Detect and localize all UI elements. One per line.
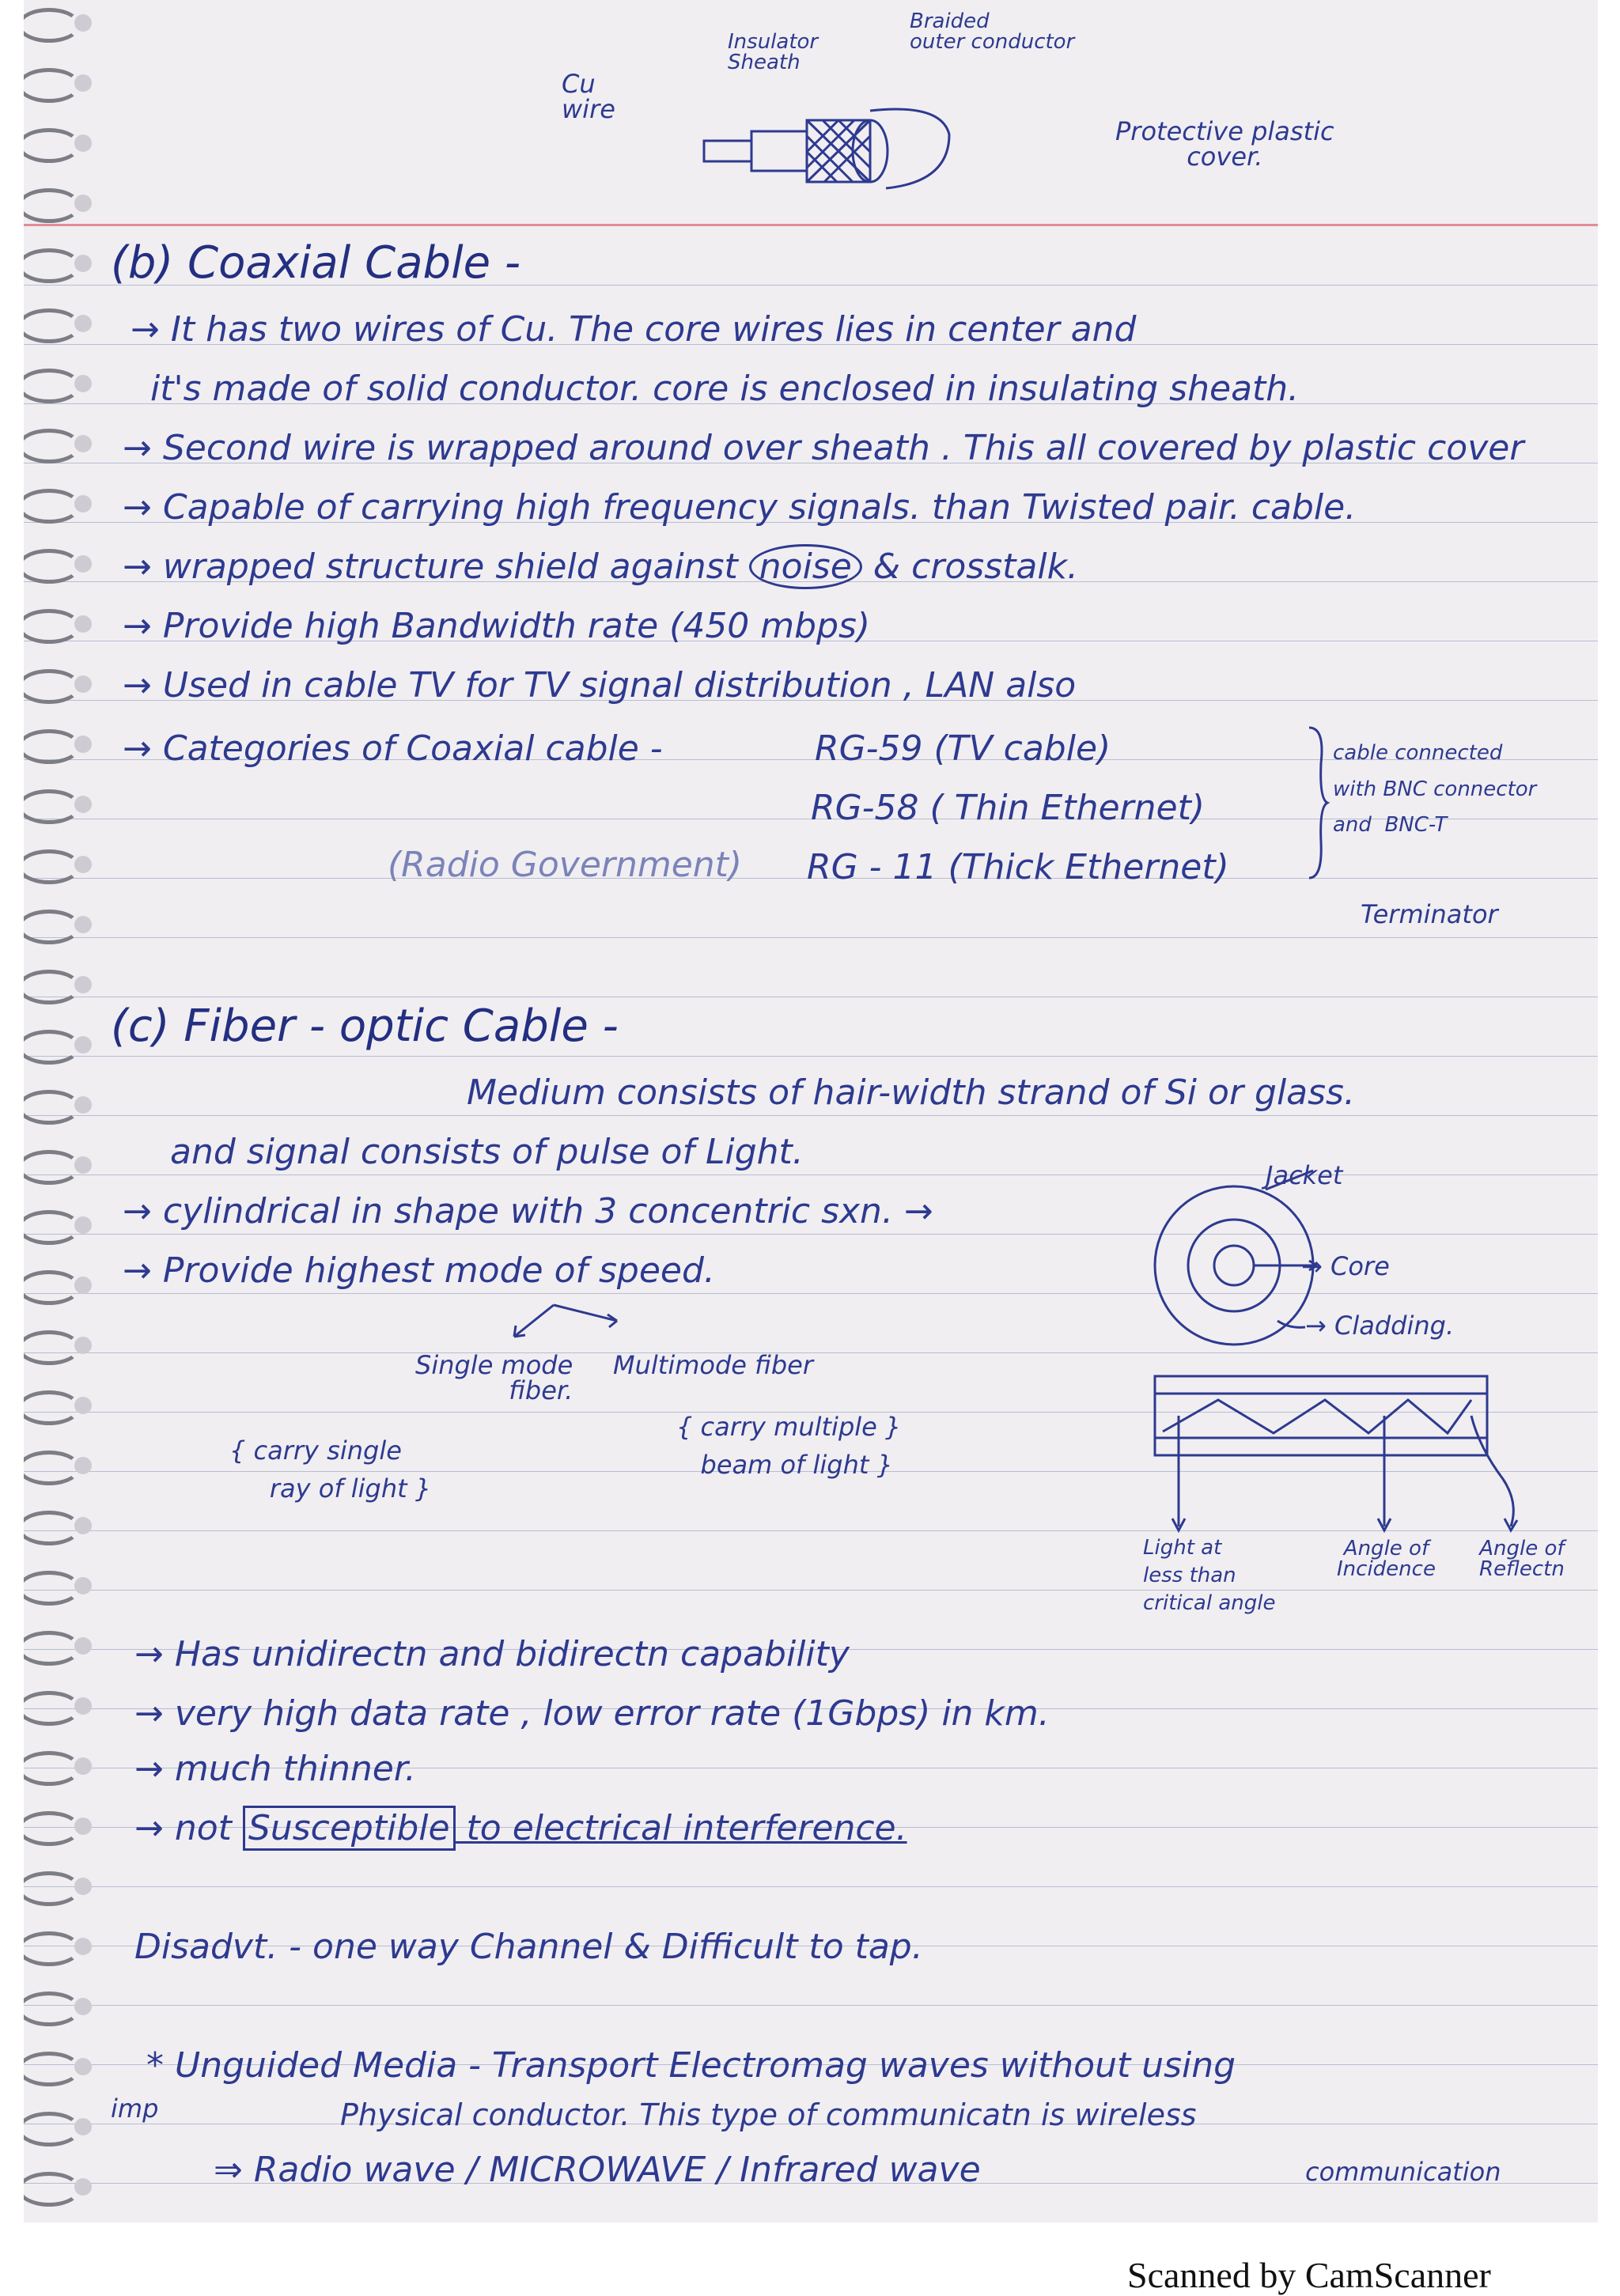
multi-mode-label: Multimode fiber bbox=[613, 1350, 813, 1380]
binding-hole bbox=[74, 2178, 92, 2196]
spiral-ring bbox=[24, 970, 81, 1004]
spiral-ring bbox=[24, 308, 81, 343]
fiber-line-3: → cylindrical in shape with 3 concentric sxn. → bbox=[123, 1191, 933, 1231]
spiral-ring bbox=[24, 369, 81, 403]
notebook-page bbox=[24, 0, 1598, 2222]
binding-hole bbox=[74, 1277, 92, 1294]
rg11-item: RG - 11 (Thick Ethernet) bbox=[807, 847, 1229, 887]
spiral-ring bbox=[24, 1992, 81, 2026]
noise-circled: noise bbox=[749, 544, 862, 589]
fiber-line-4: → Provide highest mode of speed. bbox=[123, 1250, 715, 1291]
spiral-ring bbox=[24, 549, 81, 584]
categories-label: → Categories of Coaxial cable - bbox=[123, 728, 663, 769]
spiral-ring bbox=[24, 8, 81, 43]
carry-multiple-note: { carry multiple } beam of light } bbox=[676, 1412, 902, 1480]
cladding-label: → Cladding. bbox=[1305, 1311, 1455, 1341]
binding-hole bbox=[74, 736, 92, 753]
binding-hole bbox=[74, 1577, 92, 1594]
light-critical-angle: Light at less than critical angle bbox=[1143, 1536, 1276, 1616]
coaxial-line-5: → wrapped structure shield against noise & crosstalk. bbox=[123, 550, 1078, 584]
spiral-ring bbox=[24, 1511, 81, 1545]
binding-hole bbox=[74, 976, 92, 993]
binding-hole bbox=[74, 675, 92, 693]
binding-hole bbox=[74, 495, 92, 513]
spiral-ring bbox=[24, 2052, 81, 2086]
spiral-ring bbox=[24, 1451, 81, 1485]
jacket-label: Jacket bbox=[1266, 1160, 1343, 1190]
binding-hole bbox=[74, 1397, 92, 1414]
binding-hole bbox=[74, 315, 92, 332]
coaxial-line-3: → Second wire is wrapped around over sheath . This all covered by plastic cover bbox=[123, 428, 1524, 468]
binding-hole bbox=[74, 916, 92, 933]
binding-hole bbox=[74, 856, 92, 873]
binding-hole bbox=[74, 14, 92, 32]
binding-hole bbox=[74, 1517, 92, 1534]
binding-hole bbox=[74, 1036, 92, 1053]
fiber-bullet-4: → not Susceptible to electrical interference. bbox=[134, 1811, 907, 1846]
speed-mode-arrows bbox=[498, 1297, 625, 1345]
spiral-ring bbox=[24, 1210, 81, 1245]
binding-hole bbox=[74, 1878, 92, 1895]
binding-hole bbox=[74, 1998, 92, 2015]
spiral-ring bbox=[24, 2112, 81, 2147]
insulator-sheath-label: Insulator Sheath bbox=[728, 30, 819, 74]
angle-incidence: Angle of Incidence bbox=[1337, 1537, 1436, 1581]
single-mode-label: Single mode fiber. bbox=[415, 1350, 573, 1405]
coax-cable-sketch bbox=[688, 95, 1005, 198]
ruled-line bbox=[24, 2005, 1598, 2006]
fiber-bullet-2: → very high data rate , low error rate (1Gbps) in km. bbox=[134, 1693, 1050, 1734]
ruled-line bbox=[24, 1115, 1598, 1116]
fiber-line-2: and signal consists of pulse of Light. bbox=[170, 1132, 804, 1172]
binding-hole bbox=[74, 1337, 92, 1354]
radio-government: (Radio Government) bbox=[388, 845, 743, 885]
ruled-line bbox=[24, 1590, 1598, 1591]
spiral-ring bbox=[24, 1811, 81, 1846]
binding-hole bbox=[74, 1938, 92, 1955]
spiral-ring bbox=[24, 1090, 81, 1125]
binding-hole bbox=[74, 1156, 92, 1174]
ruled-line bbox=[24, 937, 1598, 938]
unguided-line-2: Physical conductor. This type of communicatn is wireless bbox=[340, 2097, 1197, 2132]
binding-hole bbox=[74, 134, 92, 152]
spiral-ring bbox=[24, 849, 81, 884]
fiber-line-1: Medium consists of hair-width strand of Si or glass. bbox=[467, 1072, 1355, 1113]
carry-single-note: { carry single ray of light } bbox=[229, 1435, 432, 1504]
spiral-ring bbox=[24, 669, 81, 704]
braided-conductor-label: Braided outer conductor bbox=[910, 9, 1075, 54]
binding-hole bbox=[74, 375, 92, 392]
ruled-line bbox=[24, 1886, 1598, 1887]
terminator-label: Terminator bbox=[1361, 899, 1498, 929]
binding-hole bbox=[74, 615, 92, 633]
spiral-ring bbox=[24, 68, 81, 103]
binding-hole bbox=[74, 74, 92, 92]
binding-hole bbox=[74, 1637, 92, 1655]
spiral-ring bbox=[24, 609, 81, 644]
susceptible-boxed: Susceptible bbox=[243, 1806, 456, 1851]
spiral-ring bbox=[24, 188, 81, 223]
disadvantage-line: Disadvt. - one way Channel & Difficult to tap. bbox=[134, 1927, 923, 1967]
binding-hole bbox=[74, 796, 92, 813]
spiral-ring bbox=[24, 1571, 81, 1606]
binding-hole bbox=[74, 2058, 92, 2075]
binding-hole bbox=[74, 1697, 92, 1715]
spiral-ring bbox=[24, 429, 81, 463]
angle-reflection: Angle of Reflectn bbox=[1479, 1537, 1565, 1581]
binding-hole bbox=[74, 1096, 92, 1114]
top-margin-line bbox=[24, 224, 1598, 226]
spiral-ring bbox=[24, 1871, 81, 1906]
binding-hole bbox=[74, 195, 92, 212]
unguided-line-1: * Unguided Media - Transport Electromag waves without using bbox=[146, 2045, 1236, 2086]
binding-hole bbox=[74, 1216, 92, 1234]
spiral-ring bbox=[24, 128, 81, 163]
binding-hole bbox=[74, 1457, 92, 1474]
protective-cover-label: Protective plastic cover. bbox=[1115, 116, 1334, 172]
spiral-ring bbox=[24, 1390, 81, 1425]
fiber-heading: (c) Fiber - optic Cable - bbox=[111, 1000, 619, 1052]
coaxial-heading: (b) Coaxial Cable - bbox=[111, 237, 521, 289]
binding-hole bbox=[74, 435, 92, 452]
ruled-line bbox=[24, 1174, 1598, 1175]
spiral-ring bbox=[24, 489, 81, 524]
spiral-ring bbox=[24, 1330, 81, 1365]
fiber-bullet-1: → Has unidirectn and bidirectn capability bbox=[134, 1634, 850, 1674]
binding-hole bbox=[74, 1818, 92, 1835]
spiral-ring bbox=[24, 910, 81, 944]
unguided-line-3: communication bbox=[1305, 2157, 1501, 2187]
spiral-ring bbox=[24, 1751, 81, 1786]
cu-wire-label: Cu wire bbox=[562, 69, 615, 124]
coaxial-line-4: → Capable of carrying high frequency signals. than Twisted pair. cable. bbox=[123, 487, 1357, 528]
coaxial-line-2: it's made of solid conductor. core is enclosed in insulating sheath. bbox=[150, 369, 1300, 409]
coaxial-line-1: → It has two wires of Cu. The core wires lies in center and bbox=[131, 309, 1137, 350]
scanner-footer: Scanned by CamScanner bbox=[1127, 2255, 1491, 2295]
coaxial-line-7: → Used in cable TV for TV signal distribution , LAN also bbox=[123, 665, 1077, 705]
coaxial-line-6: → Provide high Bandwidth rate (450 mbps) bbox=[123, 606, 871, 646]
unguided-line-4: ⇒ Radio wave / MICROWAVE / Infrared wave bbox=[214, 2150, 981, 2190]
fiber-reflection-sketch bbox=[1147, 1368, 1558, 1558]
binding-hole bbox=[74, 255, 92, 272]
spiral-ring bbox=[24, 1931, 81, 1966]
binding-hole bbox=[74, 2118, 92, 2135]
spiral-ring bbox=[24, 1150, 81, 1185]
imp-mark: imp bbox=[111, 2094, 159, 2124]
binding-hole bbox=[74, 555, 92, 573]
spiral-ring bbox=[24, 1631, 81, 1666]
rg59-item: RG-59 (TV cable) bbox=[815, 728, 1111, 769]
spiral-ring bbox=[24, 1270, 81, 1305]
spiral-ring bbox=[24, 2172, 81, 2207]
fiber-bullet-3: → much thinner. bbox=[134, 1749, 416, 1789]
core-label: → Core bbox=[1301, 1251, 1390, 1281]
spiral-ring bbox=[24, 248, 81, 283]
spiral-ring bbox=[24, 1691, 81, 1726]
binding-hole bbox=[74, 1757, 92, 1775]
spiral-ring bbox=[24, 1030, 81, 1065]
bnc-note: cable connected with BNC connector and BNC-T bbox=[1333, 741, 1537, 837]
ruled-line bbox=[24, 1056, 1598, 1057]
rg58-item: RG-58 ( Thin Ethernet) bbox=[811, 788, 1206, 828]
bnc-brace bbox=[1305, 724, 1329, 882]
